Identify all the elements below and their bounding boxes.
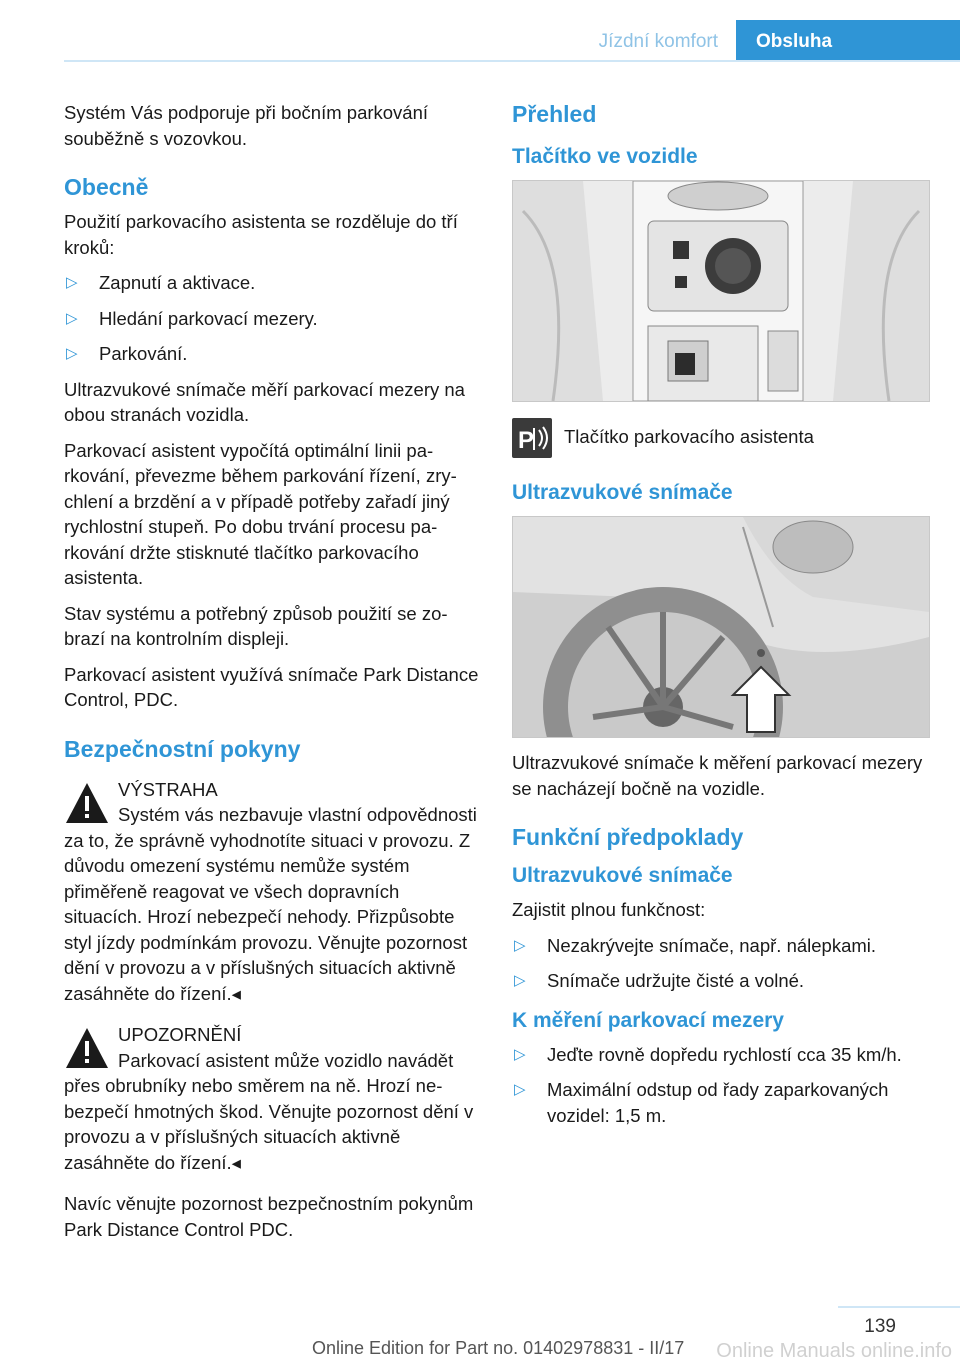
- bullet-icon: ▷: [66, 274, 78, 291]
- warning-triangle-icon: [64, 1024, 110, 1072]
- list-item: ▷ Jeďte rovně dopředu rychlostí cca 35 km/h.: [512, 1042, 928, 1068]
- list-item: ▷ Maximální odstup od řady zaparkovaných vozidel: 1,5 m.: [514, 1079, 889, 1126]
- paragraph: Parkovací asistent využívá snímače Park Distance Control, PDC.: [64, 663, 479, 710]
- header-rule: [64, 60, 960, 62]
- safety-heading: Bezpečnostní pokyny: [64, 735, 301, 762]
- bullet-icon: ▷: [514, 1045, 526, 1063]
- sensor-location-photo: [512, 516, 930, 738]
- notice-text: Parkovací asistent může vozidlo navádět přes obrubníky nebo směrem na ně. Hrozí nebezpečí hmotných škod. Věnujte pozornost dění v provozu a v příslušných situacích aktivně zasáhněte do řízení.◂: [64, 1049, 474, 1173]
- req-sensors-list: [512, 933, 928, 994]
- sensors-text: Ultrazvukové snímače k měření parkovací mezery se nacházejí bočně na vozidle.: [512, 752, 923, 799]
- notice-title: UPOZORNĚNÍ: [118, 1024, 242, 1045]
- warning-triangle-icon: [64, 779, 110, 827]
- watermark: Online Manuals online.info: [716, 1340, 952, 1362]
- section-tab: Jízdní komfort: [583, 20, 734, 60]
- bullet-icon: ▷: [514, 936, 526, 954]
- warning-block: [64, 777, 480, 1007]
- sensors-heading: Ultrazvukové snímače: [512, 481, 733, 504]
- paragraph: Navíc věnujte pozornost bezpečnostním pokynům Park Distance Control PDC.: [64, 1193, 474, 1240]
- svg-text:P: P: [518, 427, 535, 454]
- list-item: ▷ Hledání parkovací mezery.: [64, 306, 480, 332]
- bullet-icon: ▷: [514, 972, 526, 989]
- warning-title: VÝSTRAHA: [118, 778, 218, 800]
- paragraph: Parkovací asistent vypočítá optimální linii parkování, převezme během parkování řízení, zrychlení a brzdění a v případě potřeby zařadí jiný rychlostní stupeň. Po dobu trvání procesu parkování držte stisknuté tlačítko parkovacího asistenta.: [64, 439, 457, 588]
- measure-list: [512, 1042, 928, 1129]
- button-heading: Tlačítko ve vozidle: [512, 145, 698, 168]
- list-item: ▷ Nezakrývejte snímače, např. nálepkami.: [512, 933, 928, 959]
- requirements-heading: Funkční předpoklady: [512, 824, 744, 850]
- req-sensors-heading: Ultrazvukové snímače: [512, 864, 733, 887]
- list-item: ▷ Zapnutí a aktivace.: [64, 270, 480, 296]
- right-column: [512, 100, 928, 1138]
- edition-note: Online Edition for Part no. 01402978831 - II/17: [312, 1338, 685, 1358]
- footer-rule: [838, 1306, 960, 1308]
- park-assist-button-icon: [512, 418, 552, 458]
- chapter-tab: Obsluha: [736, 20, 960, 62]
- general-text: Použití parkovacího asistenta se rozděluje do tří kroků:: [64, 211, 458, 258]
- bullet-icon: ▷: [66, 345, 78, 362]
- paragraph: Ultrazvukové snímače měří parkovací mezery na obou stranách vozidla.: [64, 378, 465, 425]
- req-sensors-text: Zajistit plnou funkčnost:: [512, 899, 706, 920]
- steps-list: [64, 270, 480, 367]
- button-caption: Tlačítko parkovacího asistenta: [564, 426, 814, 447]
- bullet-icon: ▷: [66, 309, 78, 327]
- measure-heading: K měření parkovací mezery: [512, 1008, 784, 1032]
- paragraph: Stav systému a potřebný způsob použití se zobrazí na kontrolním displeji.: [64, 602, 448, 649]
- list-item: ▷ Snímače udržujte čisté a volné.: [512, 968, 928, 994]
- page-header: [0, 20, 960, 62]
- overview-heading: Přehled: [512, 101, 597, 127]
- page-number: 139: [864, 1316, 896, 1337]
- button-caption-row: [512, 418, 928, 458]
- general-heading: Obecně: [64, 174, 149, 200]
- console-button-photo: [512, 180, 930, 402]
- warning-text: Systém vás nezbavuje vlastní odpovědnosti za to, že správně vyhodnotíte situaci v provozu. Z důvodu omezení systému nemůže systém přiměřeně reagovat ve všech dopravních situacích. Hrozí nebezpečí nehody. Přizpůsobte styl jízdy podmínkám provozu. Věnujte pozornost dění v provozu a v příslušných situacích aktivně zasáhněte do řízení.◂: [64, 804, 477, 1004]
- bullet-icon: ▷: [514, 1081, 526, 1098]
- left-column: [64, 100, 480, 1252]
- notice-block: [64, 1022, 480, 1175]
- list-item: ▷ Parkování.: [64, 341, 480, 367]
- intro-text: Systém Vás podporuje při bočním parkování souběžně s vozovkou.: [64, 102, 429, 149]
